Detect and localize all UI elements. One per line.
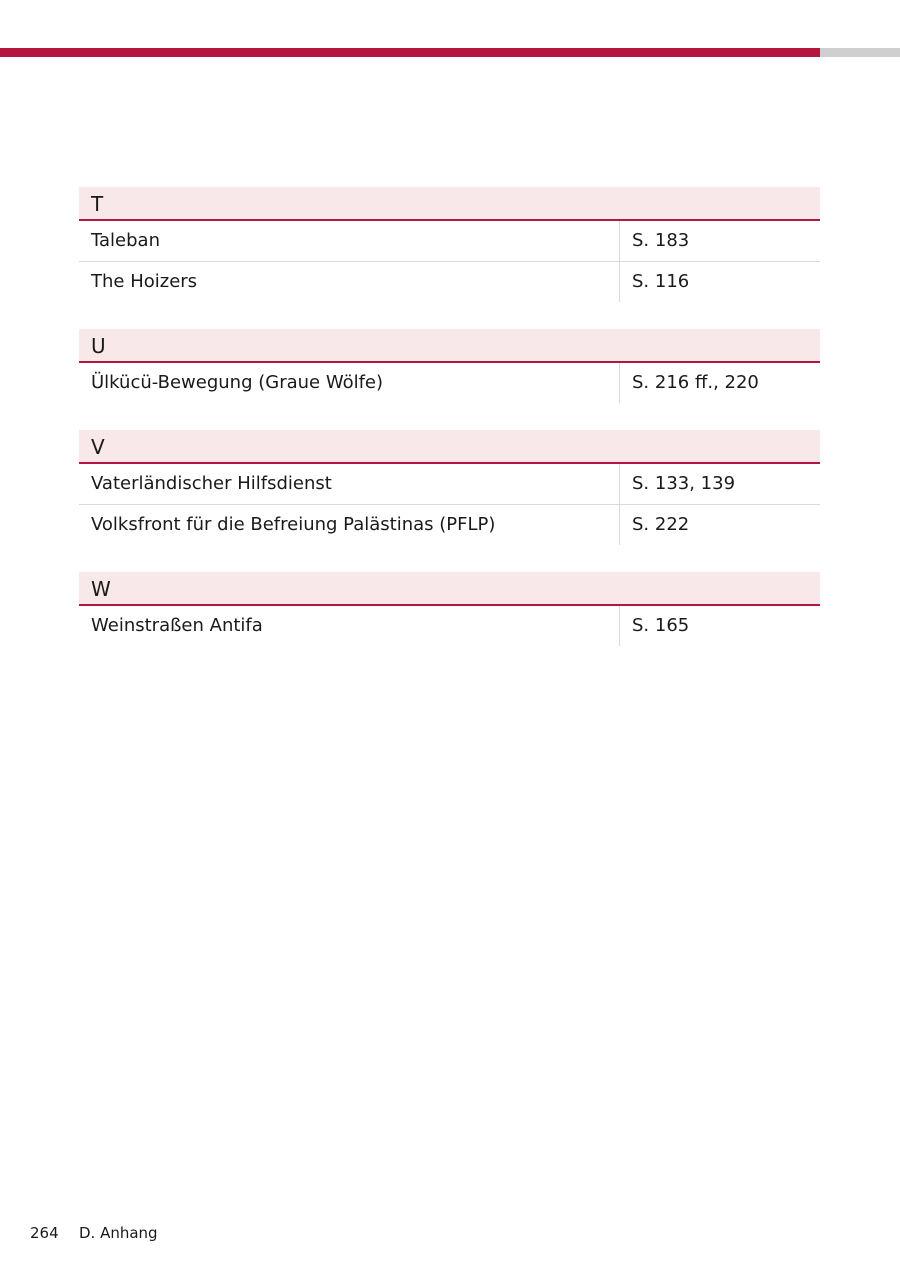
table-row xyxy=(79,363,820,403)
letter-header: T xyxy=(79,187,820,221)
section-title: D. Anhang xyxy=(79,1224,158,1242)
letter-header: W xyxy=(79,572,820,606)
table-row xyxy=(79,505,820,545)
entry-name: Ülkücü-Bewegung (Graue Wölfe) xyxy=(91,372,384,393)
table-row xyxy=(79,221,820,262)
letter-header: V xyxy=(79,430,820,464)
entry-pages: S. 222 xyxy=(619,505,820,545)
section-u xyxy=(79,329,820,403)
letter-header: U xyxy=(79,329,820,363)
entry-pages: S. 116 xyxy=(619,262,820,302)
entry-name: Volksfront für die Befreiung Palästinas (PFLP) xyxy=(91,514,496,535)
page-footer xyxy=(30,1224,158,1242)
section-v xyxy=(79,430,820,545)
entry-pages: S. 133, 139 xyxy=(619,464,820,504)
table-row xyxy=(79,262,820,302)
index-table xyxy=(79,187,820,673)
top-accent-bar xyxy=(0,48,820,57)
entry-pages: S. 216 ff., 220 xyxy=(619,363,820,403)
entry-pages: S. 183 xyxy=(619,221,820,261)
entry-name: Taleban xyxy=(91,230,160,251)
section-w xyxy=(79,572,820,646)
table-row xyxy=(79,464,820,505)
section-t xyxy=(79,187,820,302)
entry-name: Vaterländischer Hilfsdienst xyxy=(91,473,332,494)
table-row xyxy=(79,606,820,646)
entry-name: Weinstraßen Antifa xyxy=(91,615,263,636)
entry-name: The Hoizers xyxy=(91,271,198,292)
entry-pages: S. 165 xyxy=(619,606,820,646)
page-number: 264 xyxy=(30,1224,59,1242)
top-gray-bar xyxy=(820,48,900,57)
